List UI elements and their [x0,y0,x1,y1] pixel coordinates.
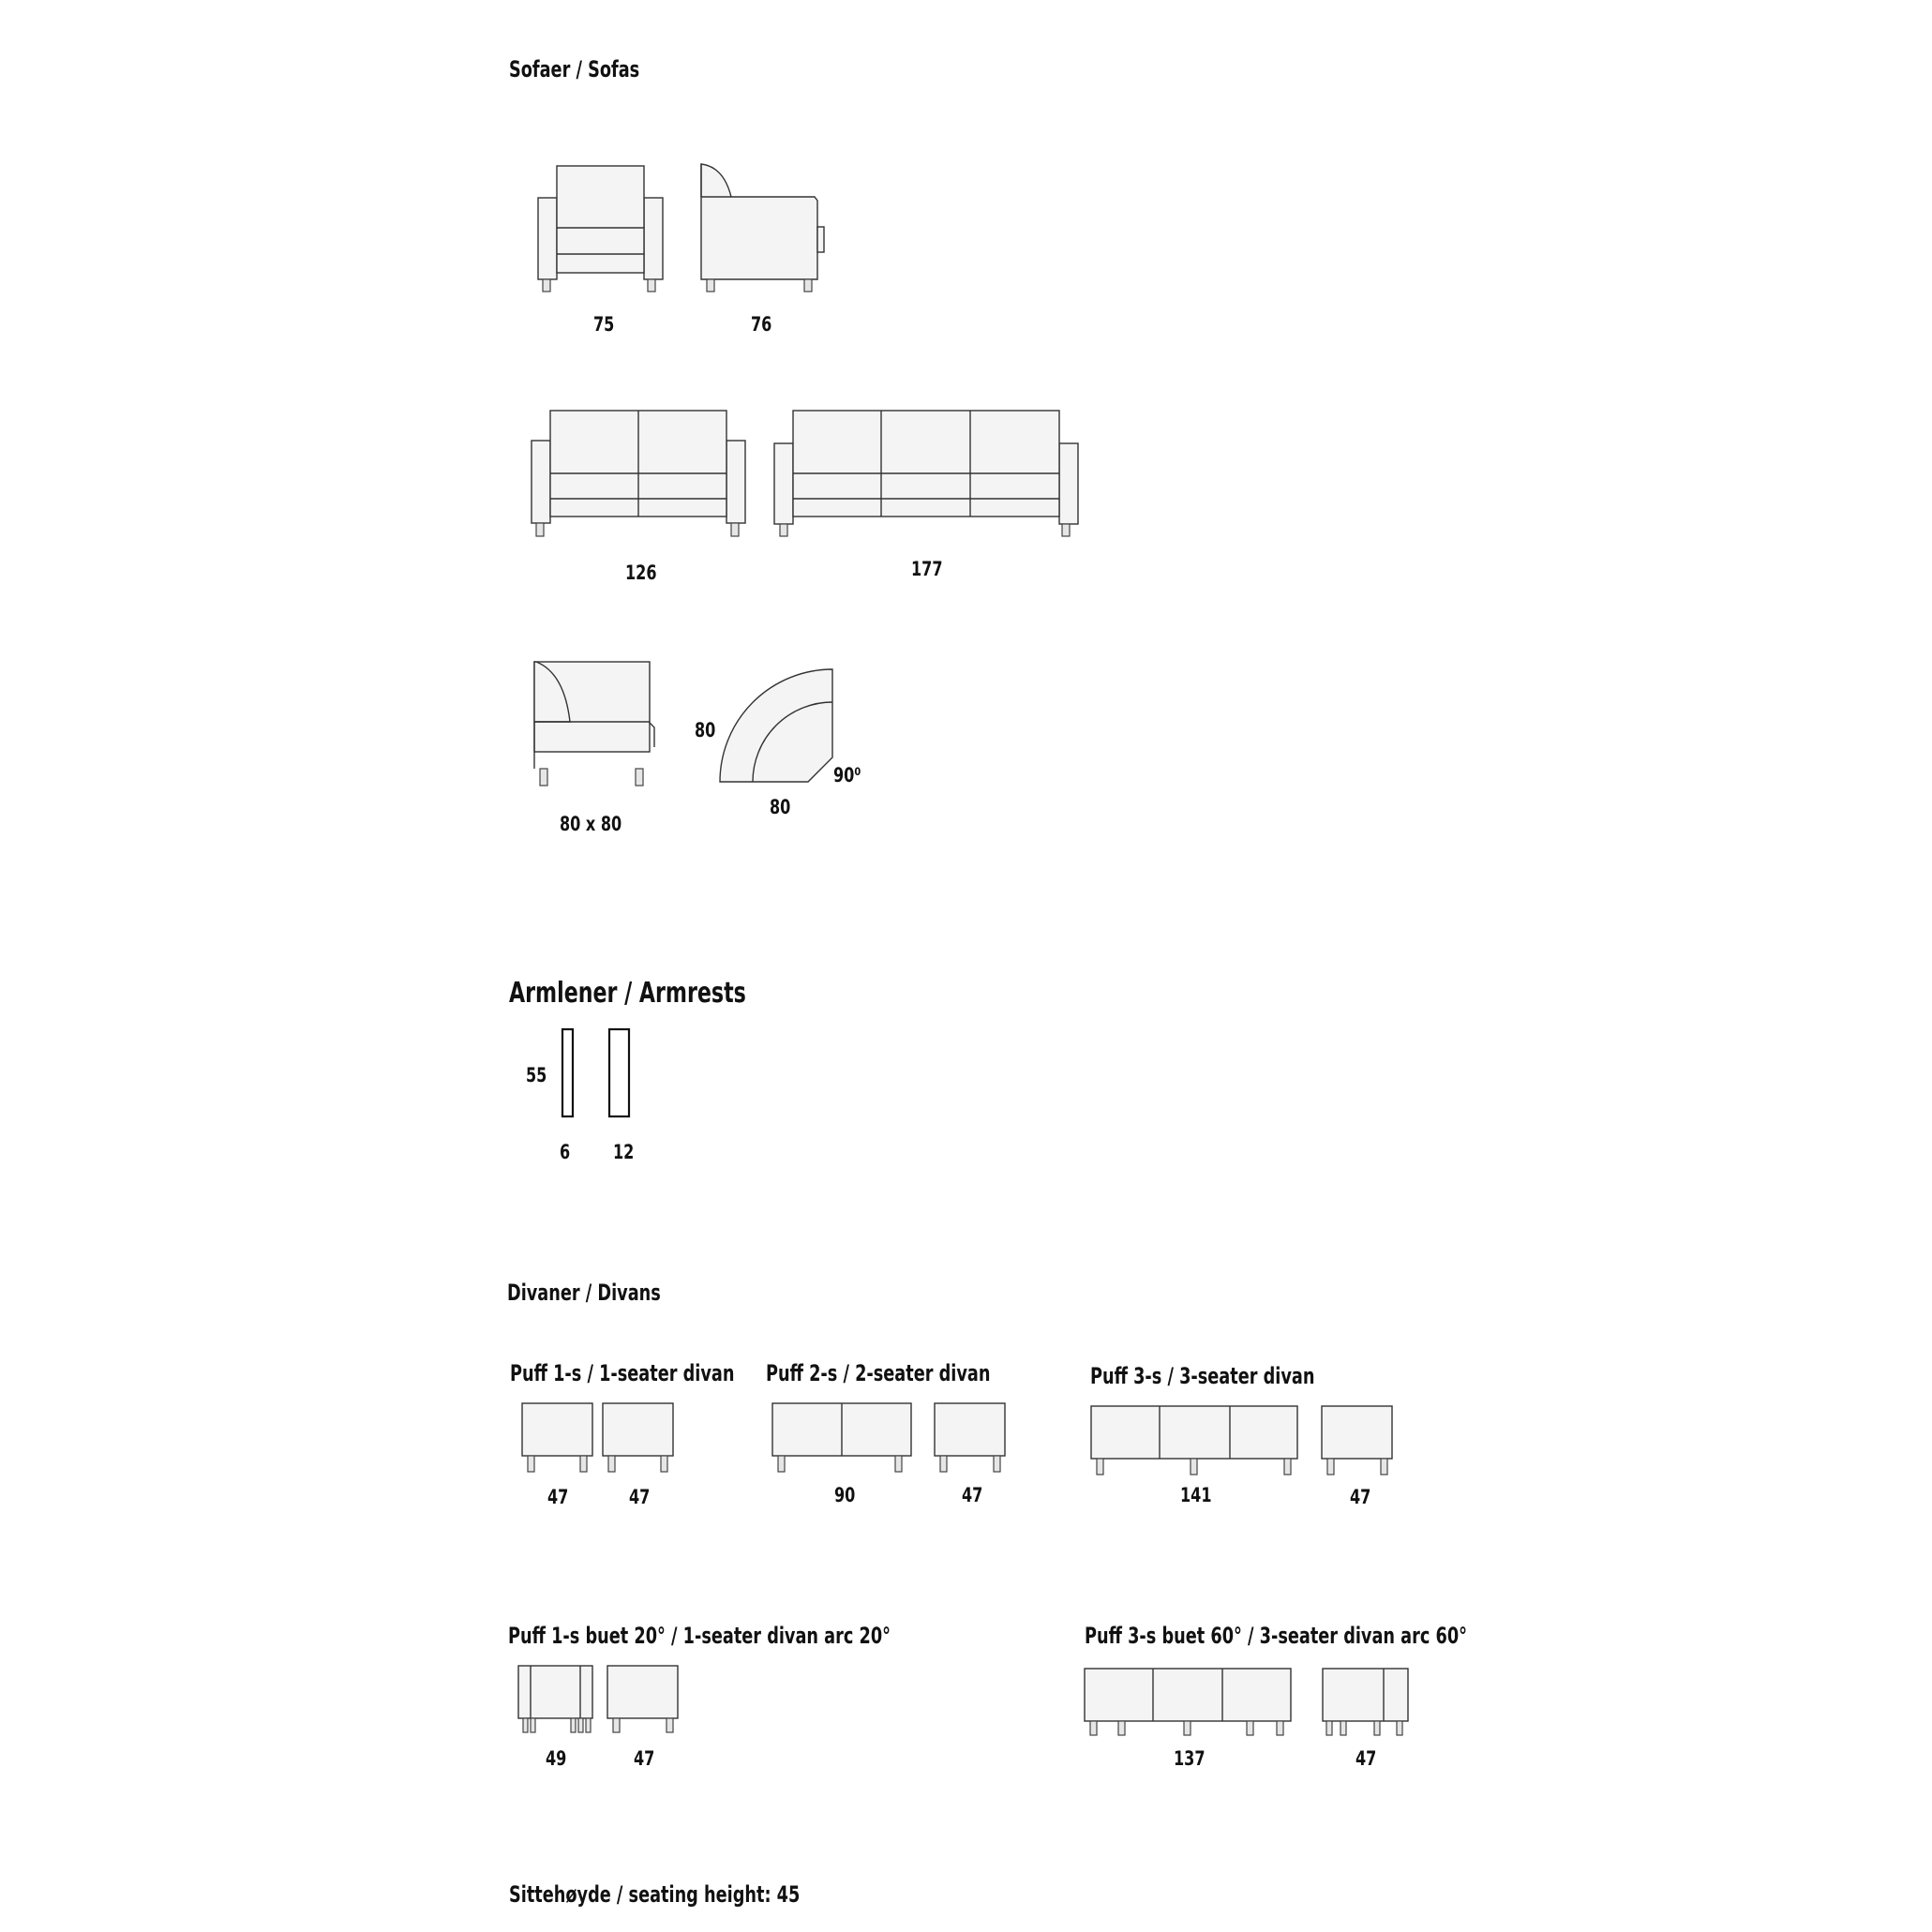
puff1-arc-title: Puff 1-s buet 20° / 1-seater divan arc 20° [508,1623,891,1649]
armrests-section-title: Armlener / Armrests [509,977,746,1010]
puff1-title: Puff 1-s / 1-seater divan [510,1360,735,1386]
corner-plan-drawing [720,669,832,782]
armrest-narrow-width-dim: 6 [560,1141,571,1163]
puff3-arc-title: Puff 3-s buet 60° / 3-seater divan arc 60° [1085,1623,1468,1649]
armrest-height-dim: 55 [526,1064,547,1086]
puff2-drawing [772,1403,1005,1472]
three-seater-drawing [774,411,1078,536]
puff1-arc-front-dim: 49 [546,1747,567,1770]
two-seater-drawing [532,411,745,536]
puff1-drawing [522,1403,673,1472]
puff1-side-dim: 47 [629,1486,651,1508]
armchair-side-drawing [701,164,824,292]
puff3-front-dim: 141 [1180,1484,1212,1506]
puff3-title: Puff 3-s / 3-seater divan [1090,1363,1315,1389]
armchair-front-dim: 75 [593,313,615,336]
puff3-arc-drawing [1085,1669,1408,1735]
puff3-drawing [1091,1406,1392,1475]
corner-plan-angle-dim: 90⁰ [833,764,861,786]
puff1-arc-side-dim: 47 [634,1747,655,1770]
three-seater-dim: 177 [911,558,943,580]
divans-section-title: Divaner / Divans [507,1280,661,1306]
armchair-side-dim: 76 [751,313,772,336]
corner-plan-depth-dim: 80 [695,719,716,741]
seating-height-note: Sittehøyde / seating height: 45 [509,1881,801,1908]
puff3-side-dim: 47 [1350,1486,1371,1508]
two-seater-dim: 126 [625,562,657,584]
puff1-arc-drawing [518,1666,678,1732]
armrest-wide-width-dim: 12 [613,1141,635,1163]
armrests-drawing [562,1029,629,1116]
puff3-arc-front-dim: 137 [1174,1747,1206,1770]
puff3-arc-side-dim: 47 [1355,1747,1377,1770]
puff2-front-dim: 90 [834,1484,856,1506]
corner-plan-width-dim: 80 [770,796,791,818]
armchair-front-drawing [538,166,663,292]
puff2-side-dim: 47 [962,1484,983,1506]
corner-module-dim: 80 x 80 [560,813,622,835]
puff1-front-dim: 47 [547,1486,569,1508]
puff2-title: Puff 2-s / 2-seater divan [766,1360,991,1386]
sofas-section-title: Sofaer / Sofas [509,56,640,82]
corner-module-drawing [534,662,654,786]
